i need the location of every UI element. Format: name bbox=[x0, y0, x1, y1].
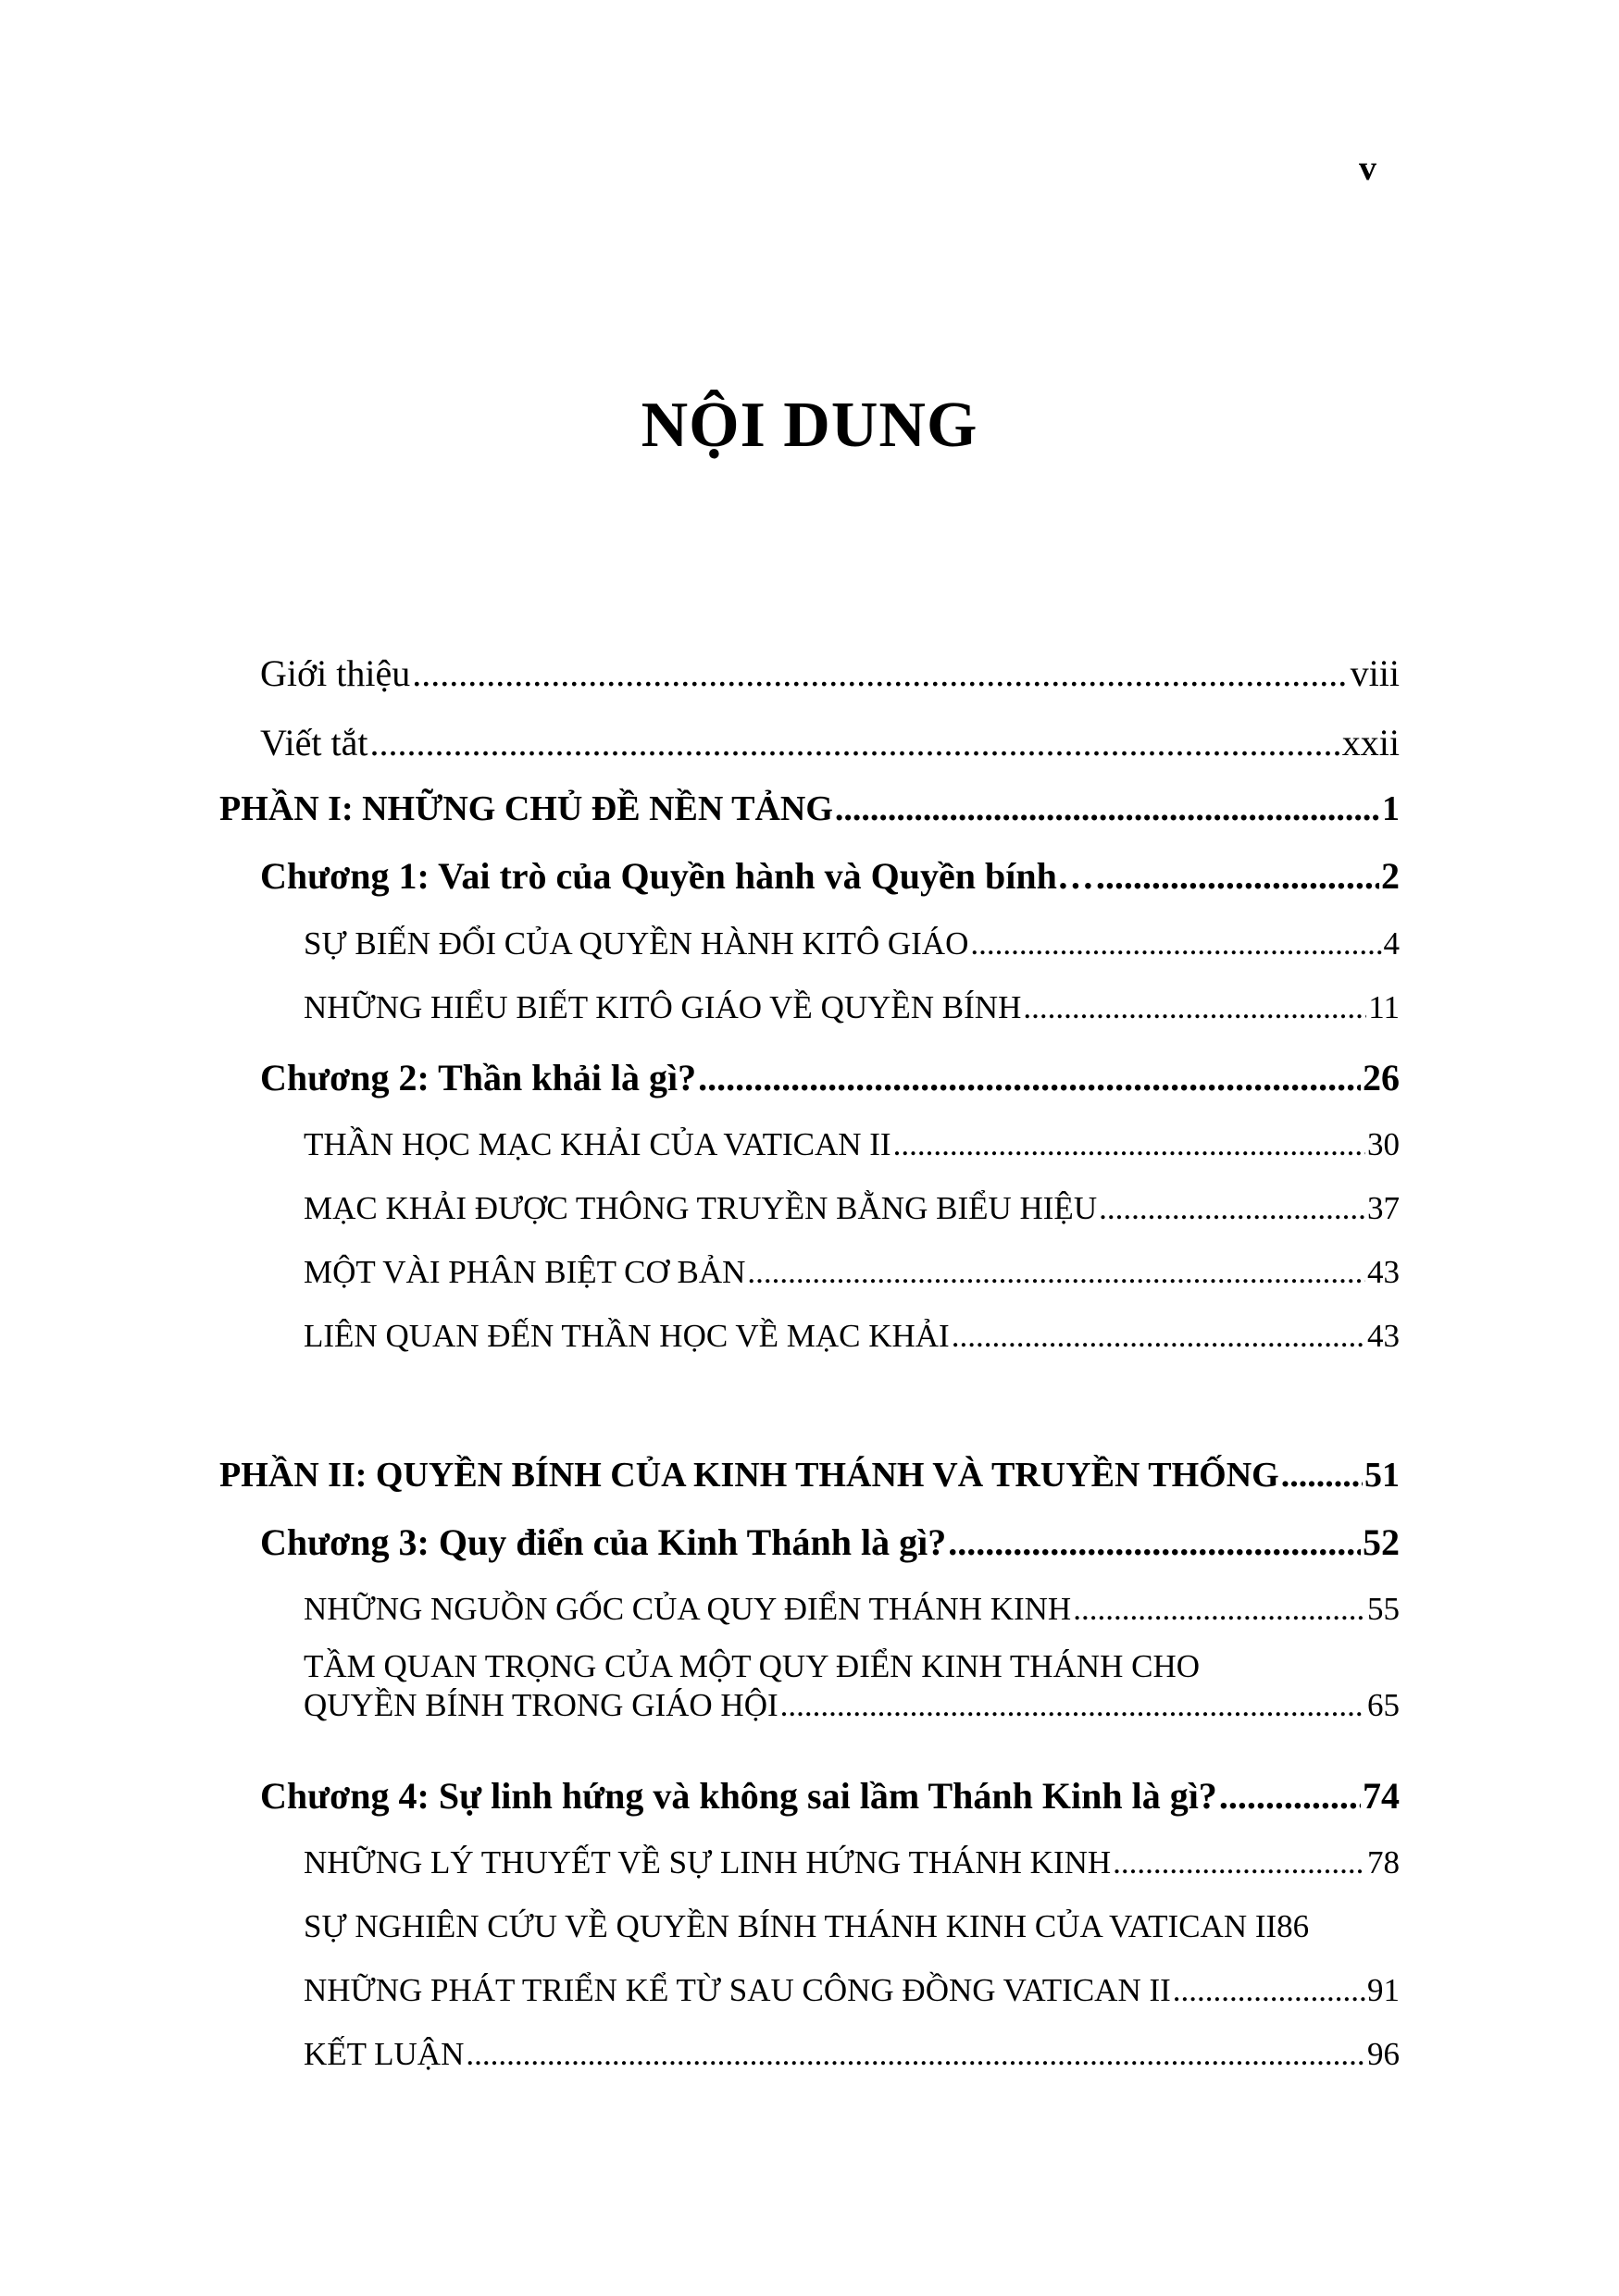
toc-page: 55 bbox=[1367, 1591, 1400, 1627]
toc-label: LIÊN QUAN ĐẾN THẦN HỌC VỀ MẠC KHẢI bbox=[304, 1318, 950, 1354]
toc-leader-dots bbox=[835, 789, 1380, 830]
toc-label: KẾT LUẬN bbox=[304, 2036, 465, 2072]
toc-label: SỰ BIẾN ĐỔI CỦA QUYỀN HÀNH KITÔ GIÁO bbox=[304, 925, 969, 962]
toc-leader-dots bbox=[1096, 855, 1379, 898]
toc-page: xxii bbox=[1341, 722, 1400, 763]
toc-entry-section[interactable] bbox=[304, 1254, 1400, 1291]
toc-label: Giới thiệu bbox=[260, 652, 411, 694]
toc-entry-section[interactable] bbox=[304, 1126, 1400, 1163]
toc-leader-dots bbox=[780, 1686, 1365, 1725]
toc-entry-section[interactable] bbox=[304, 2036, 1400, 2073]
toc-label: NHỮNG NGUỒN GỐC CỦA QUY ĐIỂN THÁNH KINH bbox=[304, 1591, 1072, 1627]
toc-leader-dots bbox=[1023, 989, 1366, 1026]
toc-page: 43 bbox=[1367, 1318, 1400, 1354]
toc-entry-section[interactable] bbox=[304, 1908, 1400, 1945]
page-number: v bbox=[1359, 149, 1376, 188]
toc-entry-chapter-3[interactable] bbox=[260, 1521, 1400, 1564]
toc-label: Chương 1: Vai trò của Quyền hành và Quyền bính… bbox=[260, 855, 1094, 897]
toc-leader-dots bbox=[948, 1521, 1361, 1564]
toc-page: 26 bbox=[1363, 1057, 1400, 1098]
toc-label: MẠC KHẢI ĐƯỢC THÔNG TRUYỀN BẰNG BIỂU HIỆU bbox=[304, 1190, 1098, 1226]
toc-label: PHẦN I: NHỮNG CHỦ ĐỀ NỀN TẢNG bbox=[219, 789, 833, 828]
toc-label: Chương 3: Quy điển của Kinh Thánh là gì? bbox=[260, 1521, 947, 1563]
toc-label: NHỮNG HIỂU BIẾT KITÔ GIÁO VỀ QUYỀN BÍNH bbox=[304, 989, 1022, 1025]
toc-entry-chapter-4[interactable] bbox=[260, 1775, 1400, 1818]
toc-leader-dots bbox=[747, 1254, 1365, 1291]
toc-leader-dots bbox=[1073, 1591, 1365, 1628]
toc-label-line-2: QUYỀN BÍNH TRONG GIÁO HỘI bbox=[304, 1687, 778, 1723]
toc-page: 65 bbox=[1367, 1687, 1400, 1723]
toc-leader-dots bbox=[698, 1057, 1361, 1099]
toc-page: 43 bbox=[1367, 1254, 1400, 1290]
toc-label: NHỮNG LÝ THUYẾT VỀ SỰ LINH HỨNG THÁNH KINH bbox=[304, 1844, 1112, 1880]
toc-leader-dots bbox=[1281, 1456, 1363, 1496]
toc-leader-dots bbox=[1099, 1190, 1365, 1227]
toc-entry-section[interactable] bbox=[304, 1844, 1400, 1881]
toc-entry-abbreviations[interactable] bbox=[260, 722, 1400, 764]
toc-page: 86 bbox=[1277, 1908, 1310, 1944]
toc-page: 51 bbox=[1364, 1456, 1400, 1495]
toc-label: Chương 4: Sự linh hứng và không sai lầm Thánh Kinh là gì? bbox=[260, 1775, 1217, 1817]
toc-entry-part-2[interactable] bbox=[219, 1456, 1400, 1496]
toc-label: SỰ NGHIÊN CỨU VỀ QUYỀN BÍNH THÁNH KINH CỦA VATICAN II bbox=[304, 1908, 1277, 1944]
toc-entry-section[interactable] bbox=[304, 1318, 1400, 1355]
toc-page: 78 bbox=[1367, 1844, 1400, 1880]
toc-leader-dots bbox=[952, 1318, 1365, 1355]
toc-label: NHỮNG PHÁT TRIỂN KỂ TỪ SAU CÔNG ĐỒNG VATICAN II bbox=[304, 1972, 1171, 2008]
toc-leader-dots bbox=[970, 925, 1381, 962]
toc-entry-part-1[interactable] bbox=[219, 789, 1400, 830]
toc-page: viii bbox=[1350, 652, 1400, 694]
toc-entry-section[interactable] bbox=[304, 925, 1400, 962]
toc-page: 30 bbox=[1367, 1126, 1400, 1162]
toc-label: THẦN HỌC MẠC KHẢI CỦA VATICAN II bbox=[304, 1126, 891, 1162]
toc-leader-dots bbox=[412, 652, 1348, 695]
toc-entry-section-multiline[interactable] bbox=[304, 1647, 1400, 1725]
toc-page: 74 bbox=[1363, 1775, 1400, 1817]
toc-label-line-1: TẦM QUAN TRỌNG CỦA MỘT QUY ĐIỂN KINH THÁNH CHO bbox=[304, 1648, 1201, 1684]
toc-page: 4 bbox=[1383, 925, 1400, 962]
toc-leader-dots bbox=[466, 2036, 1365, 2073]
page-title: NỘI DUNG bbox=[641, 390, 978, 461]
toc-page: 2 bbox=[1381, 855, 1400, 897]
toc-page: 37 bbox=[1367, 1190, 1400, 1226]
toc-entry-section[interactable] bbox=[304, 1591, 1400, 1628]
toc-page: 11 bbox=[1368, 989, 1400, 1025]
toc-entry-section[interactable] bbox=[304, 1190, 1400, 1227]
toc-label: MỘT VÀI PHÂN BIỆT CƠ BẢN bbox=[304, 1254, 746, 1290]
toc-label: PHẦN II: QUYỀN BÍNH CỦA KINH THÁNH VÀ TRUYỀN THỐNG bbox=[219, 1456, 1279, 1495]
toc-leader-dots bbox=[893, 1126, 1365, 1163]
toc-leader-dots bbox=[1219, 1775, 1361, 1818]
toc-label: Viết tắt bbox=[260, 722, 368, 763]
toc-entry-section[interactable] bbox=[304, 989, 1400, 1026]
toc-entry-chapter-2[interactable] bbox=[260, 1057, 1400, 1099]
toc-page: 52 bbox=[1363, 1521, 1400, 1563]
toc-leader-dots bbox=[1173, 1972, 1365, 2009]
toc-page: 91 bbox=[1367, 1972, 1400, 2008]
toc-entry-intro[interactable] bbox=[260, 652, 1400, 695]
toc-leader-dots bbox=[369, 722, 1339, 764]
toc-entry-chapter-1[interactable] bbox=[260, 855, 1400, 898]
toc-entry-section[interactable] bbox=[304, 1972, 1400, 2009]
toc-leader-dots bbox=[1113, 1844, 1365, 1881]
toc-page: 1 bbox=[1382, 789, 1400, 828]
toc-page: 96 bbox=[1367, 2036, 1400, 2072]
toc-label: Chương 2: Thần khải là gì? bbox=[260, 1057, 697, 1098]
